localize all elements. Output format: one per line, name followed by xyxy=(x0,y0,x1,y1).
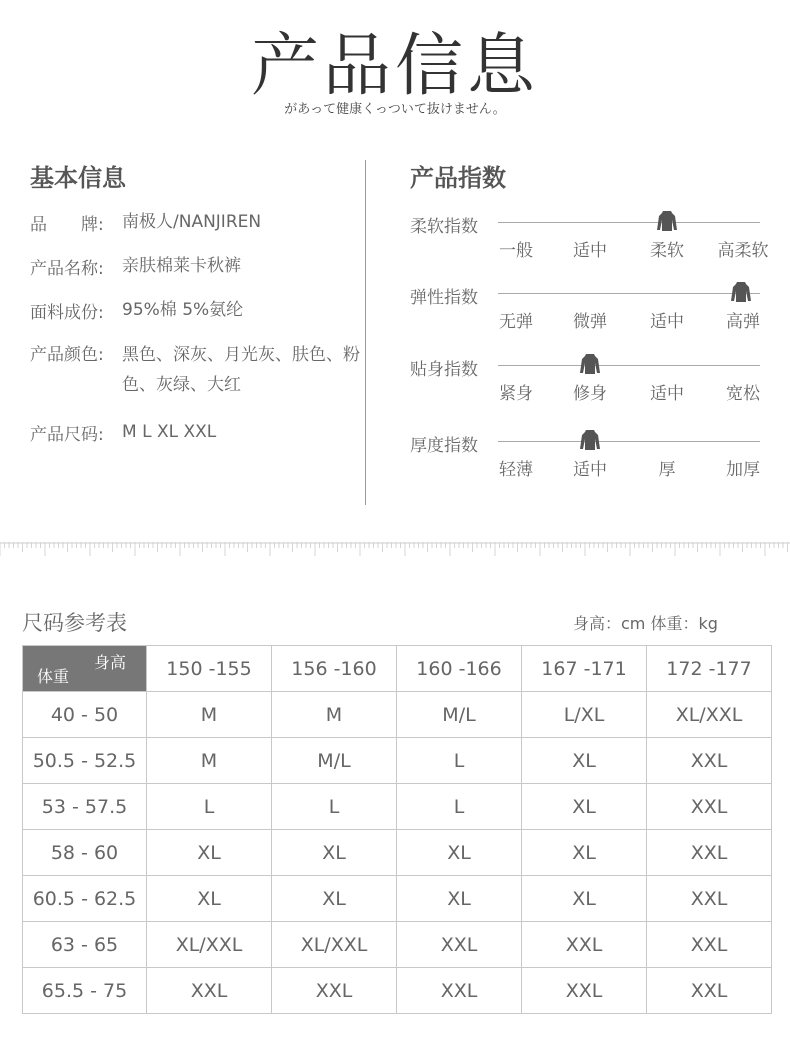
size-cell: XL/XXL xyxy=(647,692,772,738)
corner-cell xyxy=(23,646,147,692)
size-cell: XXL xyxy=(647,922,772,968)
shirt-marker-icon xyxy=(579,429,601,451)
index-option: 厚 xyxy=(658,460,676,480)
height-header: 172 -177 xyxy=(647,646,772,692)
size-cell: L xyxy=(397,738,522,784)
table-row xyxy=(23,968,772,1014)
page-title: 产品信息 xyxy=(250,27,539,106)
weight-cell: 50.5 - 52.5 xyxy=(23,738,147,784)
index-option: 轻薄 xyxy=(499,460,533,480)
size-cell: XL/XXL xyxy=(272,922,397,968)
table-row xyxy=(23,830,772,876)
size-cell: M/L xyxy=(272,738,397,784)
height-header: 160 -166 xyxy=(397,646,522,692)
size-cell: XL xyxy=(522,784,647,830)
index-option: 高柔软 xyxy=(717,241,769,261)
height-header: 150 -155 xyxy=(147,646,272,692)
size-cell: XL xyxy=(397,830,522,876)
header-row xyxy=(23,646,772,692)
size-cell: XL xyxy=(272,830,397,876)
table-row xyxy=(23,784,772,830)
info-row-brand xyxy=(30,210,372,235)
size-cell: XL/XXL xyxy=(147,922,272,968)
size-cell: XXL xyxy=(522,968,647,1014)
size-chart-title: 尺码参考表 xyxy=(22,611,127,635)
size-cell: XXL xyxy=(647,738,772,784)
size-cell: XXL xyxy=(522,922,647,968)
size-cell: XXL xyxy=(397,922,522,968)
index-scale-line xyxy=(498,222,760,223)
page-subtitle: があって健康くっついて抜けません。 xyxy=(284,102,506,117)
index-option: 高弹 xyxy=(726,312,760,332)
size-cell: XL xyxy=(147,830,272,876)
shirt-marker-icon xyxy=(730,281,752,303)
weight-cell: 63 - 65 xyxy=(23,922,147,968)
info-value: 黑色、深灰、月光灰、肤色、粉色、灰绿、大红 xyxy=(122,345,360,395)
table-row xyxy=(23,922,772,968)
index-label: 柔软指数 xyxy=(410,217,478,237)
size-cell: XXL xyxy=(647,830,772,876)
size-cell: XXL xyxy=(647,784,772,830)
info-value: M L XL XXL xyxy=(122,422,217,442)
size-cell: XXL xyxy=(272,968,397,1014)
index-label: 厚度指数 xyxy=(410,436,478,456)
index-option: 柔软 xyxy=(650,241,684,261)
size-cell: XL xyxy=(522,738,647,784)
ruler-divider xyxy=(0,538,790,560)
product-index-heading: 产品指数 xyxy=(410,164,506,192)
info-label: 产品尺码: xyxy=(30,425,104,445)
size-cell: XL xyxy=(522,876,647,922)
size-cell: XXL xyxy=(647,876,772,922)
size-cell: M xyxy=(272,692,397,738)
section-divider xyxy=(365,160,366,505)
size-cell: XL xyxy=(522,830,647,876)
index-label: 贴身指数 xyxy=(410,360,478,380)
size-cell: XXL xyxy=(397,968,522,1014)
info-value: 亲肤棉莱卡秋裤 xyxy=(122,256,241,276)
info-label: 面料成份: xyxy=(30,303,104,323)
height-header: 156 -160 xyxy=(272,646,397,692)
size-cell: L/XL xyxy=(522,692,647,738)
index-scale-line xyxy=(498,293,760,294)
info-label: 品 牌: xyxy=(30,215,104,235)
index-option: 适中 xyxy=(573,460,607,480)
size-cell: XXL xyxy=(147,968,272,1014)
size-cell: M xyxy=(147,692,272,738)
size-cell: M xyxy=(147,738,272,784)
info-value: 95%棉 5%氨纶 xyxy=(122,300,244,320)
index-option: 紧身 xyxy=(499,384,533,404)
index-scale-line xyxy=(498,441,760,442)
basic-info-heading: 基本信息 xyxy=(30,164,126,192)
index-option: 宽松 xyxy=(726,384,760,404)
info-row-sizes xyxy=(30,420,372,445)
weight-cell: 53 - 57.5 xyxy=(23,784,147,830)
size-chart-table xyxy=(22,645,772,1014)
info-label: 产品名称: xyxy=(30,259,104,279)
info-value: 南极人/NANJIREN xyxy=(122,212,262,232)
table-row xyxy=(23,692,772,738)
weight-cell: 65.5 - 75 xyxy=(23,968,147,1014)
table-row xyxy=(23,738,772,784)
index-option: 微弹 xyxy=(573,312,607,332)
shirt-marker-icon xyxy=(579,353,601,375)
index-option: 适中 xyxy=(650,384,684,404)
weight-cell: 60.5 - 62.5 xyxy=(23,876,147,922)
table-row xyxy=(23,876,772,922)
size-cell: XL xyxy=(147,876,272,922)
weight-cell: 40 - 50 xyxy=(23,692,147,738)
size-cell: XL xyxy=(397,876,522,922)
size-chart-body xyxy=(23,692,772,1014)
unit-note: 身高：cm 体重：kg xyxy=(573,614,718,633)
info-label: 产品颜色: xyxy=(30,345,104,365)
index-option: 修身 xyxy=(573,384,607,404)
index-option: 加厚 xyxy=(726,460,760,480)
index-option: 适中 xyxy=(650,312,684,332)
index-option: 一般 xyxy=(499,241,533,261)
size-cell: L xyxy=(147,784,272,830)
index-option: 适中 xyxy=(573,241,607,261)
size-cell: XL xyxy=(272,876,397,922)
index-scale-line xyxy=(498,365,760,366)
info-row-material xyxy=(30,298,372,323)
size-cell: M/L xyxy=(397,692,522,738)
size-cell: L xyxy=(272,784,397,830)
weight-axis-label: 体重 xyxy=(37,667,70,686)
height-axis-label: 身高 xyxy=(93,653,126,672)
size-cell: XXL xyxy=(647,968,772,1014)
index-option: 无弹 xyxy=(499,312,533,332)
index-label: 弹性指数 xyxy=(410,288,478,308)
info-row-colors xyxy=(30,340,372,400)
size-cell: L xyxy=(397,784,522,830)
weight-cell: 58 - 60 xyxy=(23,830,147,876)
height-header: 167 -171 xyxy=(522,646,647,692)
shirt-marker-icon xyxy=(656,210,678,232)
info-row-product-name xyxy=(30,254,372,279)
